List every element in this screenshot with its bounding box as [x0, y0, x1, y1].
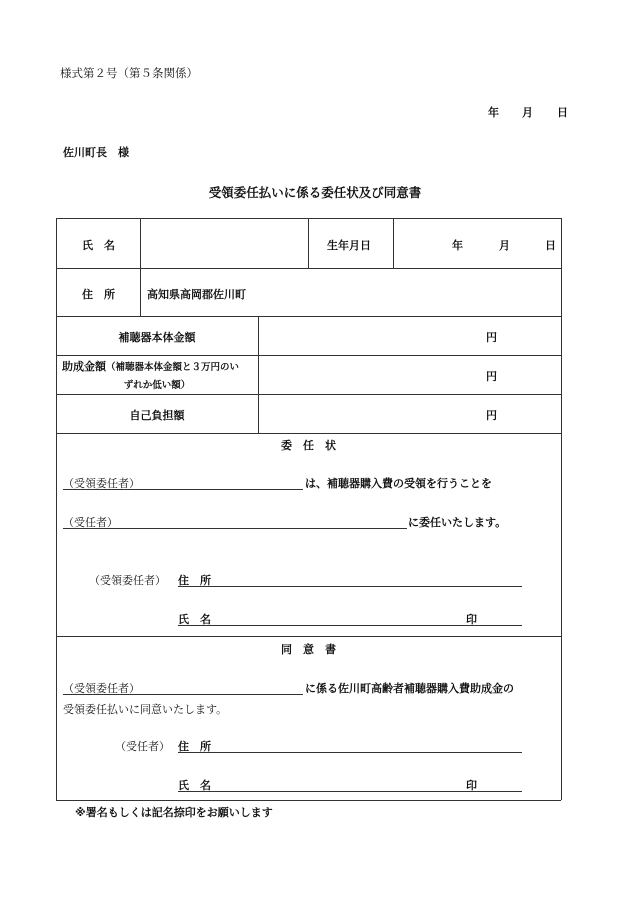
consent-seal: 印	[466, 779, 477, 792]
consent-line1-blank[interactable]	[63, 694, 303, 695]
consent-address-label: 住 所	[178, 740, 211, 753]
delegation-line1-prefix: （受領委任者）	[63, 477, 140, 490]
document-title: 受領委任払いに係る委任状及び同意書	[208, 185, 422, 200]
delegation-line1-suffix: は、補聴器購入費の受領を行うことを	[305, 477, 492, 490]
address-label: 住 所	[82, 288, 115, 301]
delegation-address-line[interactable]	[178, 586, 522, 587]
delegation-seal: 印	[466, 613, 477, 626]
delegation-signer-label: （受領委任者）	[89, 574, 166, 587]
date-month: 月	[522, 106, 533, 119]
subsidy-label-note-1: （補聴器本体金額と３万円のい	[106, 362, 240, 373]
dob-month: 月	[499, 239, 510, 252]
form-number: 様式第２号（第５条関係）	[60, 66, 198, 80]
body-price-label: 補聴器本体金額	[118, 331, 196, 344]
dob-label: 生年月日	[327, 239, 371, 252]
delegation-address-label: 住 所	[178, 574, 211, 587]
delegation-line2-prefix: （受任者）	[63, 516, 118, 529]
subsidy-label-note-2: ずれか低い額）	[123, 380, 191, 391]
name-field[interactable]	[145, 222, 303, 264]
addressee: 佐川町長 様	[63, 146, 129, 159]
subsidy-label-main: 助成金額	[62, 360, 106, 373]
consent-line1-suffix: に係る佐川町高齢者補聴器購入費助成金の	[305, 682, 514, 695]
delegation-name-line[interactable]	[178, 625, 522, 626]
subsidy-label	[62, 358, 239, 374]
delegation-line1-blank[interactable]	[63, 489, 303, 490]
dob-year: 年	[452, 239, 463, 252]
self-pay-unit: 円	[486, 409, 497, 422]
delegation-line2-blank[interactable]	[63, 528, 407, 529]
date-day: 日	[557, 106, 568, 119]
consent-address-line[interactable]	[178, 752, 522, 753]
consent-signer-label: （受任者）	[115, 740, 170, 753]
consent-name-label: 氏 名	[178, 779, 211, 792]
self-pay-label: 自己負担額	[129, 409, 185, 422]
subsidy-unit: 円	[486, 370, 497, 383]
date-year: 年	[488, 106, 499, 119]
delegation-heading: 委 任 状	[281, 439, 336, 452]
address-value[interactable]: 高知県高岡郡佐川町	[147, 288, 246, 301]
consent-line2: 受領委任払いに同意いたします。	[63, 703, 228, 716]
delegation-line2-suffix: に委任いたします。	[408, 516, 507, 529]
consent-line1-prefix: （受領委任者）	[63, 682, 140, 695]
delegation-name-label: 氏 名	[178, 613, 211, 626]
footnote: ※署名もしくは記名捺印をお願いします	[75, 806, 273, 819]
name-label: 氏 名	[82, 239, 115, 252]
consent-heading: 同 意 書	[281, 643, 336, 656]
body-price-unit: 円	[486, 331, 497, 344]
dob-day: 日	[545, 239, 556, 252]
consent-name-line[interactable]	[178, 791, 522, 792]
